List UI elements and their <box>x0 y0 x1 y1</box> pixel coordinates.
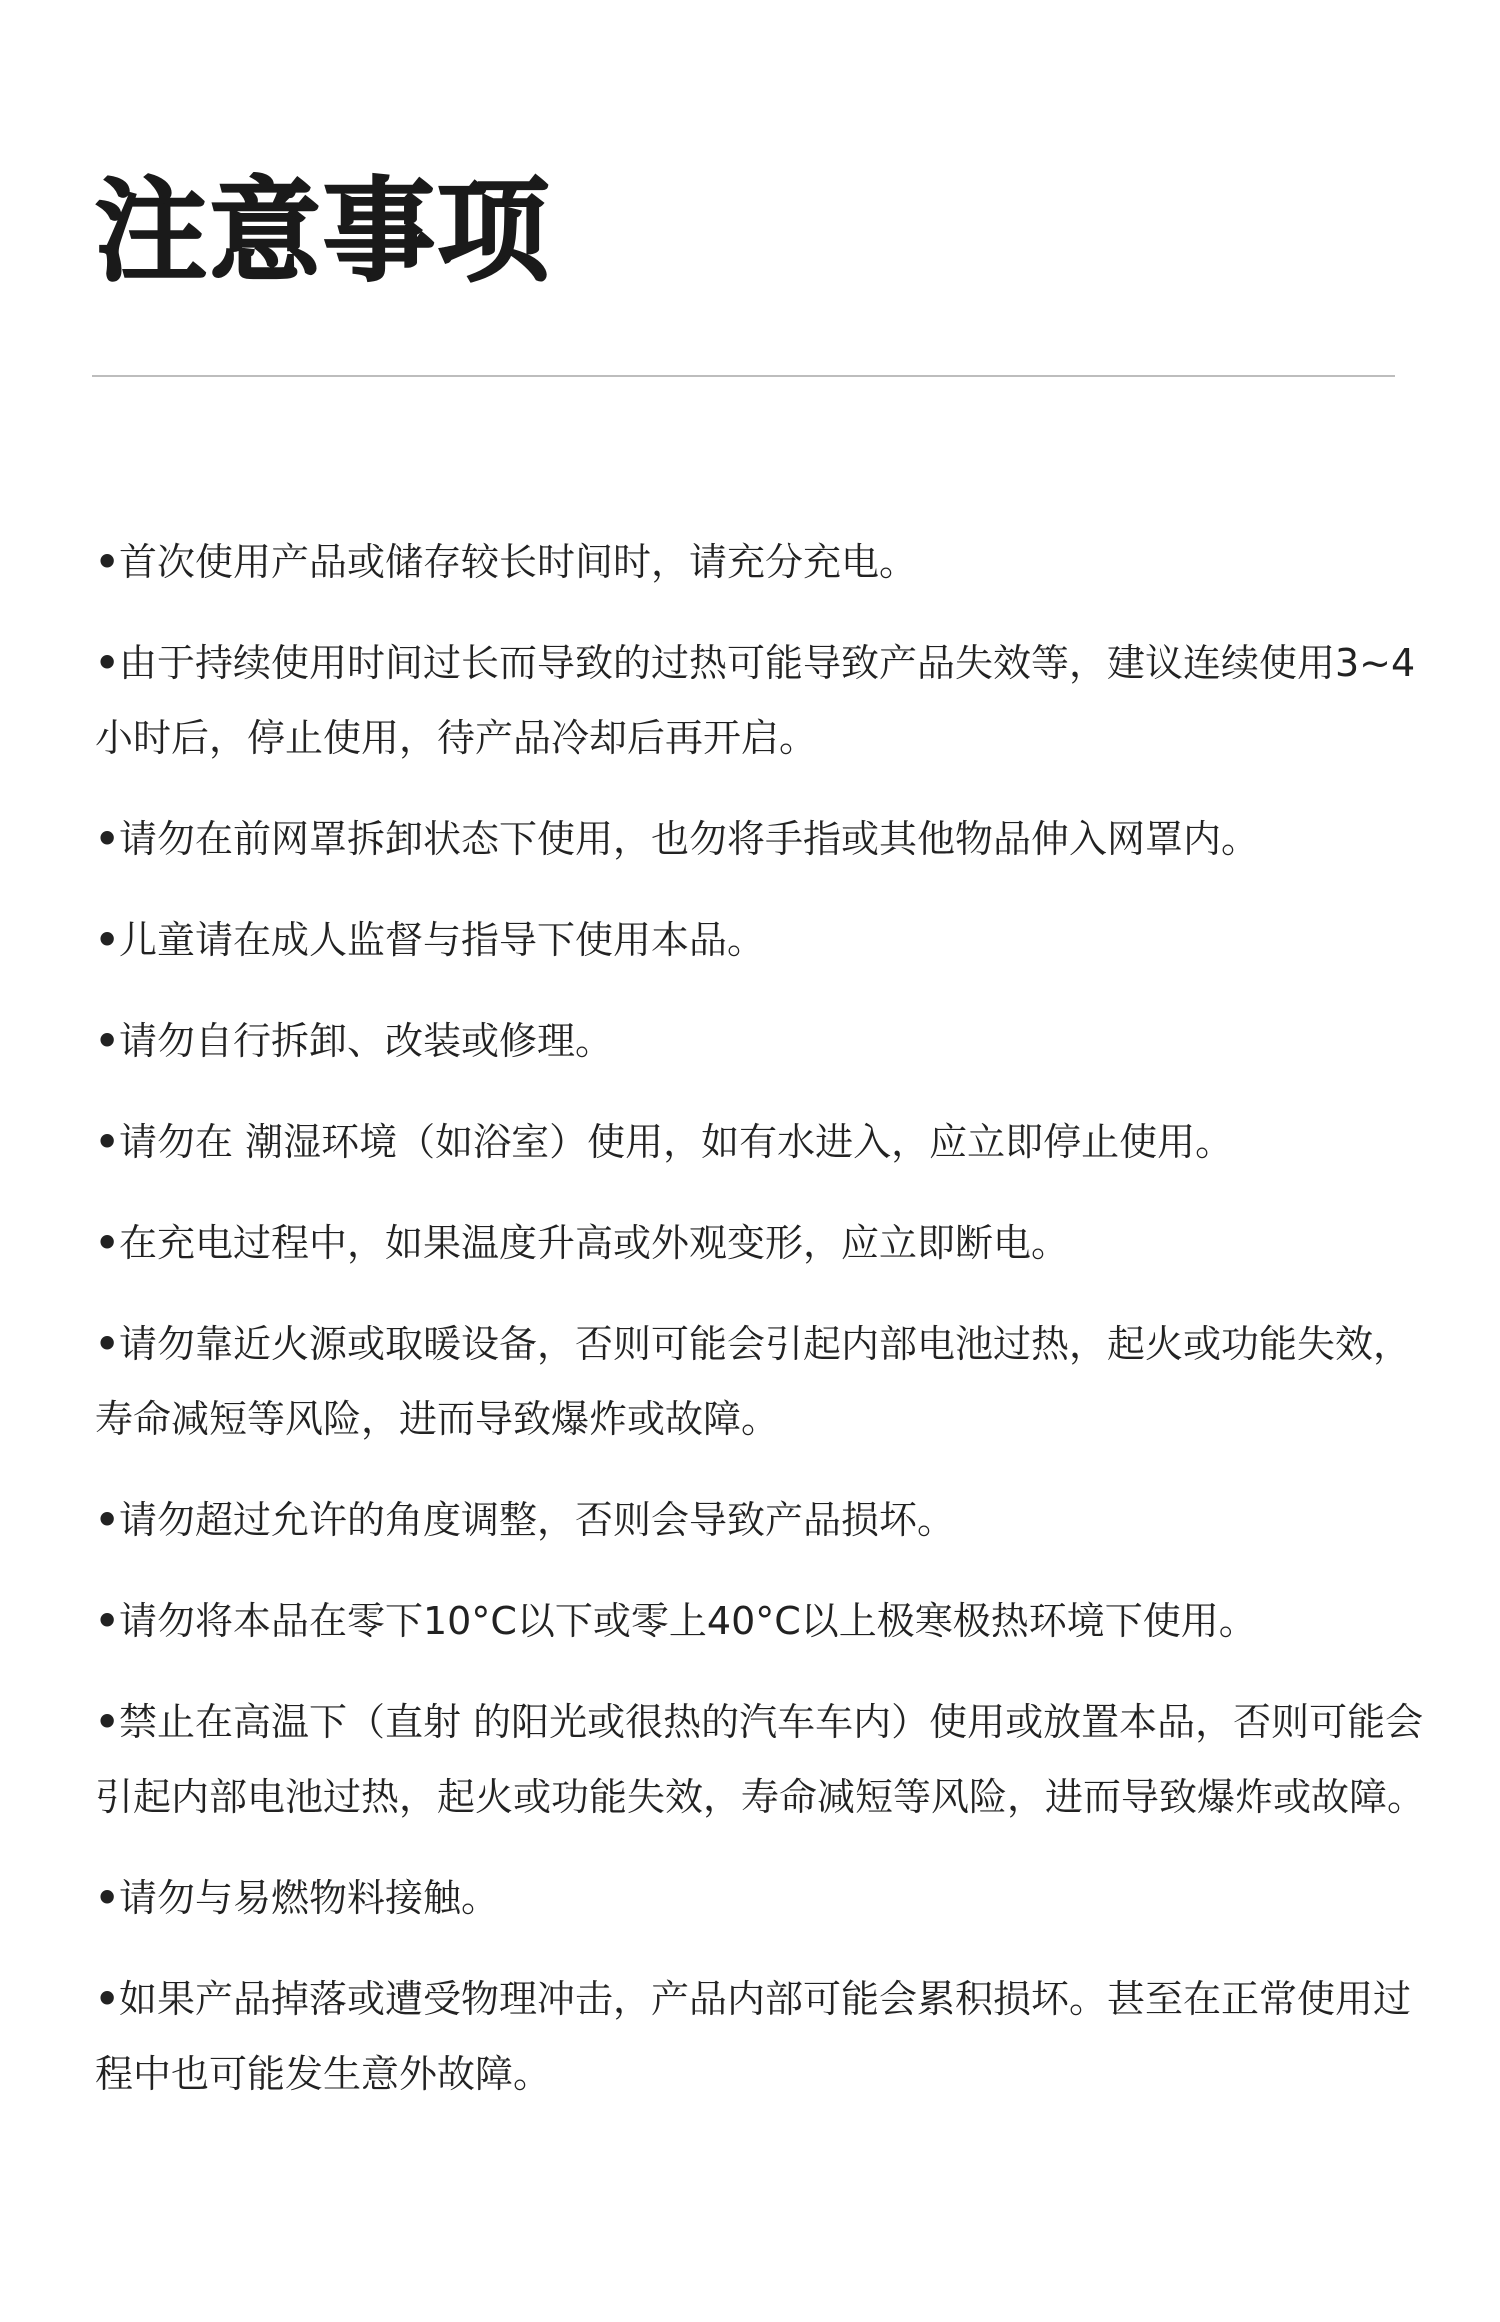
bullet-marker: • <box>95 1221 120 1265</box>
precautions-list <box>95 525 1425 2138</box>
note-item <box>95 1483 1425 1558</box>
title-divider <box>92 375 1395 377</box>
bullet-marker: • <box>95 1599 120 1643</box>
note-text: 在充电过程中，如果温度升高或外观变形，应立即断电。 <box>119 1221 1070 1265</box>
note-item <box>95 525 1425 600</box>
note-item <box>95 1004 1425 1079</box>
note-item <box>95 1584 1425 1659</box>
note-text: 由于持续使用时间过长而导致的过热可能导致产品失效等，建议连续使用3~4小时后，停止使用，待产品冷却后再开启。 <box>95 641 1416 760</box>
bullet-marker: • <box>95 1498 120 1542</box>
note-text: 儿童请在成人监督与指导下使用本品。 <box>119 918 766 962</box>
bullet-marker: • <box>95 641 120 685</box>
note-item <box>95 1685 1425 1835</box>
note-text: 禁止在高温下（直射 的阳光或很热的汽车车内）使用或放置本品，否则可能会引起内部电池过热，起火或功能失效，寿命减短等风险，进而导致爆炸或故障。 <box>95 1700 1426 1819</box>
note-item <box>95 626 1425 776</box>
note-text: 首次使用产品或储存较长时间时，请充分充电。 <box>119 540 918 584</box>
note-text: 如果产品掉落或遭受物理冲击，产品内部可能会累积损坏。甚至在正常使用过程中也可能发生意外故障。 <box>95 1977 1412 2096</box>
note-item <box>95 1861 1425 1936</box>
bullet-marker: • <box>95 1977 120 2021</box>
note-text: 请勿靠近火源或取暖设备，否则可能会引起内部电池过热，起火或功能失效，寿命减短等风险，进而导致爆炸或故障。 <box>95 1322 1412 1441</box>
bullet-marker: • <box>95 1120 120 1164</box>
note-item <box>95 802 1425 877</box>
note-text: 请勿在 潮湿环境（如浴室）使用，如有水进入，应立即停止使用。 <box>119 1120 1234 1164</box>
note-item <box>95 903 1425 978</box>
note-item <box>95 1962 1425 2112</box>
page-title: 注意事项 <box>95 167 551 297</box>
note-item <box>95 1105 1425 1180</box>
bullet-marker: • <box>95 540 120 584</box>
note-text: 请勿在前网罩拆卸状态下使用，也勿将手指或其他物品伸入网罩内。 <box>119 817 1260 861</box>
bullet-marker: • <box>95 918 120 962</box>
bullet-marker: • <box>95 1322 120 1366</box>
note-text: 请勿超过允许的角度调整，否则会导致产品损坏。 <box>119 1498 956 1542</box>
bullet-marker: • <box>95 1700 120 1744</box>
note-item <box>95 1206 1425 1281</box>
note-text: 请勿与易燃物料接触。 <box>119 1876 500 1920</box>
note-item <box>95 1307 1425 1457</box>
bullet-marker: • <box>95 1876 120 1920</box>
note-text: 请勿自行拆卸、改装或修理。 <box>119 1019 614 1063</box>
note-text: 请勿将本品在零下10°C以下或零上40°C以上极寒极热环境下使用。 <box>119 1599 1257 1643</box>
bullet-marker: • <box>95 1019 120 1063</box>
bullet-marker: • <box>95 817 120 861</box>
